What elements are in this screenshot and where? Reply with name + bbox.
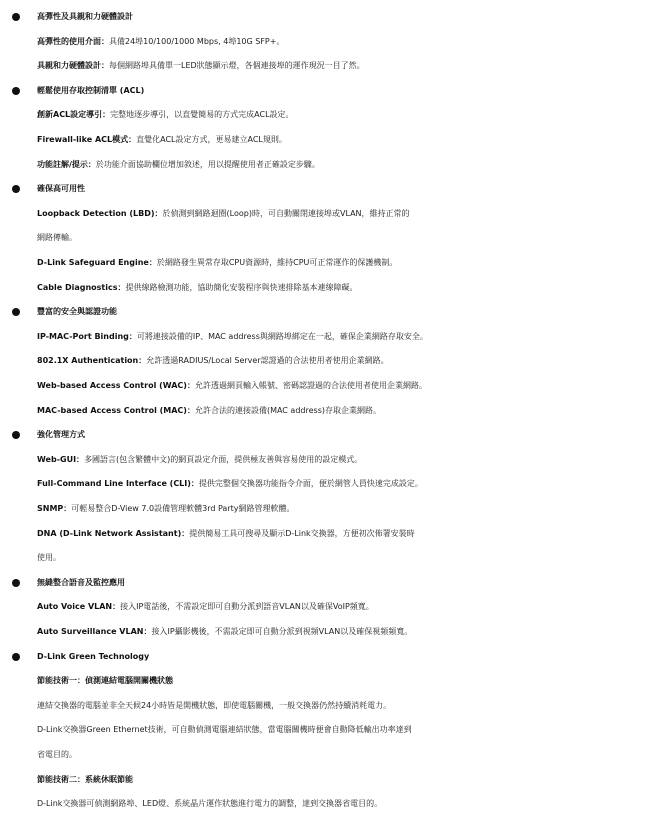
section-heading (0, 571, 659, 595)
feature-item (0, 325, 659, 349)
section-heading (0, 5, 659, 29)
feature-name: 802.1X Authentication： (37, 356, 147, 366)
feature-item (0, 497, 659, 521)
feature-item (0, 349, 659, 373)
feature-name: DNA (D-Link Network Assistant)： (37, 528, 190, 538)
bullet-icon (12, 185, 20, 193)
feature-name: Loopback Detection (LBD)： (37, 208, 163, 218)
feature-item (0, 595, 659, 619)
section-heading (0, 300, 659, 324)
section-heading-text: 高彈性及具親和力硬體設計 (37, 12, 133, 21)
feature-description: 完整地逐步導引，以直覺簡易的方式完成ACL設定。 (110, 110, 294, 120)
section-heading (0, 177, 659, 201)
feature-description: 提供完整個交換器功能指令介面，便於網管人員快速完成設定。 (198, 479, 423, 489)
feature-item (0, 128, 659, 152)
feature-name: 高彈性的使用介面： (37, 36, 109, 46)
feature-item (0, 448, 659, 472)
feature-description: 允許透過網頁輸入帳號、密碼認證過的合法使用者使用企業網路。 (194, 381, 427, 390)
paragraph-line: 網路傳輸。 (37, 233, 77, 243)
feature-item (0, 620, 659, 644)
bullet-icon (12, 653, 20, 661)
bullet-icon (12, 308, 20, 316)
feature-name: SNMP： (37, 504, 72, 513)
feature-item (0, 153, 659, 177)
feature-item (0, 522, 659, 546)
feature-name: Auto Surveillance VLAN： (37, 627, 152, 636)
feature-description: 允許合法的連接設備(MAC address)存取企業網路。 (194, 405, 381, 415)
feature-name: MAC-based Access Control (MAC)： (37, 405, 195, 415)
bullet-icon (12, 87, 20, 95)
feature-name: D-Link Safeguard Engine： (37, 258, 157, 267)
paragraph-line: D-Link交換器可偵測網路埠、LED燈、系統晶片運作狀態進行電力的調整，達到交換器省電目的。 (37, 799, 383, 809)
section-heading-text: 確保高可用性 (37, 184, 85, 194)
feature-item (0, 472, 659, 496)
paragraph-line: 連結交換器的電腦並非全天候24小時皆是開機狀態，即使電腦關機，一般交換器仍然持續消耗電力。 (37, 700, 392, 710)
feature-description: 每個網路埠具備單一LED狀態顯示燈，各個連接埠的運作現況一目了然。 (109, 61, 365, 71)
section-heading-text: 豐富的安全與認證功能 (37, 307, 117, 317)
feature-item (0, 54, 659, 78)
subsection-title: 節能技術二：系統休眠節能 (37, 774, 133, 784)
feature-name: 創新ACL設定導引： (37, 110, 111, 120)
feature-description: 提供線路檢測功能，協助簡化安裝程序與快速排除基本連線障礙。 (125, 282, 358, 292)
section-heading (0, 423, 659, 447)
feature-description: 於功能介面協助欄位增加敘述，用以提醒使用者正確設定步驟。 (95, 159, 320, 169)
section-heading-text: D-Link Green Technology (37, 651, 150, 661)
paragraph-line: 省電目的。 (37, 750, 77, 759)
feature-description: 可輕易整合D-View 7.0設備管理軟體3rd Party網路管理軟體。 (71, 504, 295, 513)
feature-description: 接入IP電話後，不需設定即可自動分派到語音VLAN以及確保VoIP頻寬。 (120, 602, 374, 612)
feature-name: Web-GUI： (37, 454, 85, 464)
subsection-title: 節能技術一：偵測連結電腦開關機狀態 (37, 676, 173, 686)
feature-item (0, 374, 659, 398)
feature-description: 提供簡易工具可搜尋及顯示D-Link交換器，方便初次佈署安裝時 (189, 528, 415, 538)
feature-name: Cable Diagnostics： (37, 282, 126, 292)
feature-description: 允許透過RADIUS/Local Server認證過的合法使用者使用企業網路。 (146, 356, 389, 366)
bullet-icon (12, 431, 20, 439)
bullet-icon (12, 13, 20, 21)
feature-description: 接入IP攝影機後，不需設定即可自動分派到視頻VLAN以及確保視頻頻寬。 (151, 627, 413, 636)
feature-name: Web-based Access Control (WAC)： (37, 381, 195, 390)
feature-item (0, 103, 659, 127)
feature-description: 直覺化ACL設定方式，更易建立ACL規則。 (136, 135, 287, 144)
feature-description: 可將連接設備的IP、MAC address與網路埠綁定在一起，確保企業網路存取安全。 (136, 331, 428, 341)
feature-description: 於偵測到網路迴圈(Loop)時，可自動關閉連接埠或VLAN，維持正常的 (162, 208, 410, 218)
paragraph-line: 使用。 (37, 553, 61, 563)
feature-name: IP-MAC-Port Binding： (37, 331, 137, 341)
feature-name: Auto Voice VLAN： (37, 602, 121, 612)
feature-description: 具備24埠10/100/1000 Mbps, 4埠10G SFP+。 (109, 36, 285, 46)
feature-item (0, 399, 659, 423)
section-heading (0, 79, 659, 103)
feature-item (0, 276, 659, 300)
feature-item (0, 251, 659, 275)
section-heading-text: 輕鬆使用存取控制清單 (ACL) (37, 85, 145, 95)
feature-description: 於網路發生異常存取CPU資源時，維持CPU可正常運作的保護機制。 (156, 258, 398, 267)
feature-name: 功能註解/提示： (37, 159, 96, 169)
feature-item (0, 202, 659, 226)
feature-name: Full-Command Line Interface (CLI)： (37, 479, 199, 489)
paragraph-line: D-Link交換器Green Ethernet技術，可自動偵測電腦連結狀態，當電腦關機時便會自動降低輸出功率達到 (37, 725, 412, 735)
section-heading (0, 645, 659, 669)
feature-name: 具親和力硬體設計： (37, 61, 109, 71)
bullet-icon (12, 579, 20, 587)
feature-name: Firewall-like ACL模式： (37, 135, 137, 144)
feature-item (0, 30, 659, 54)
section-heading-text: 強化管理方式 (37, 430, 85, 440)
section-heading-text: 無縫整合語音及監控應用 (37, 577, 125, 587)
feature-description: 多國語言(包含繁體中文)的網頁設定介面，提供極友善與容易使用的設定模式。 (84, 454, 363, 464)
